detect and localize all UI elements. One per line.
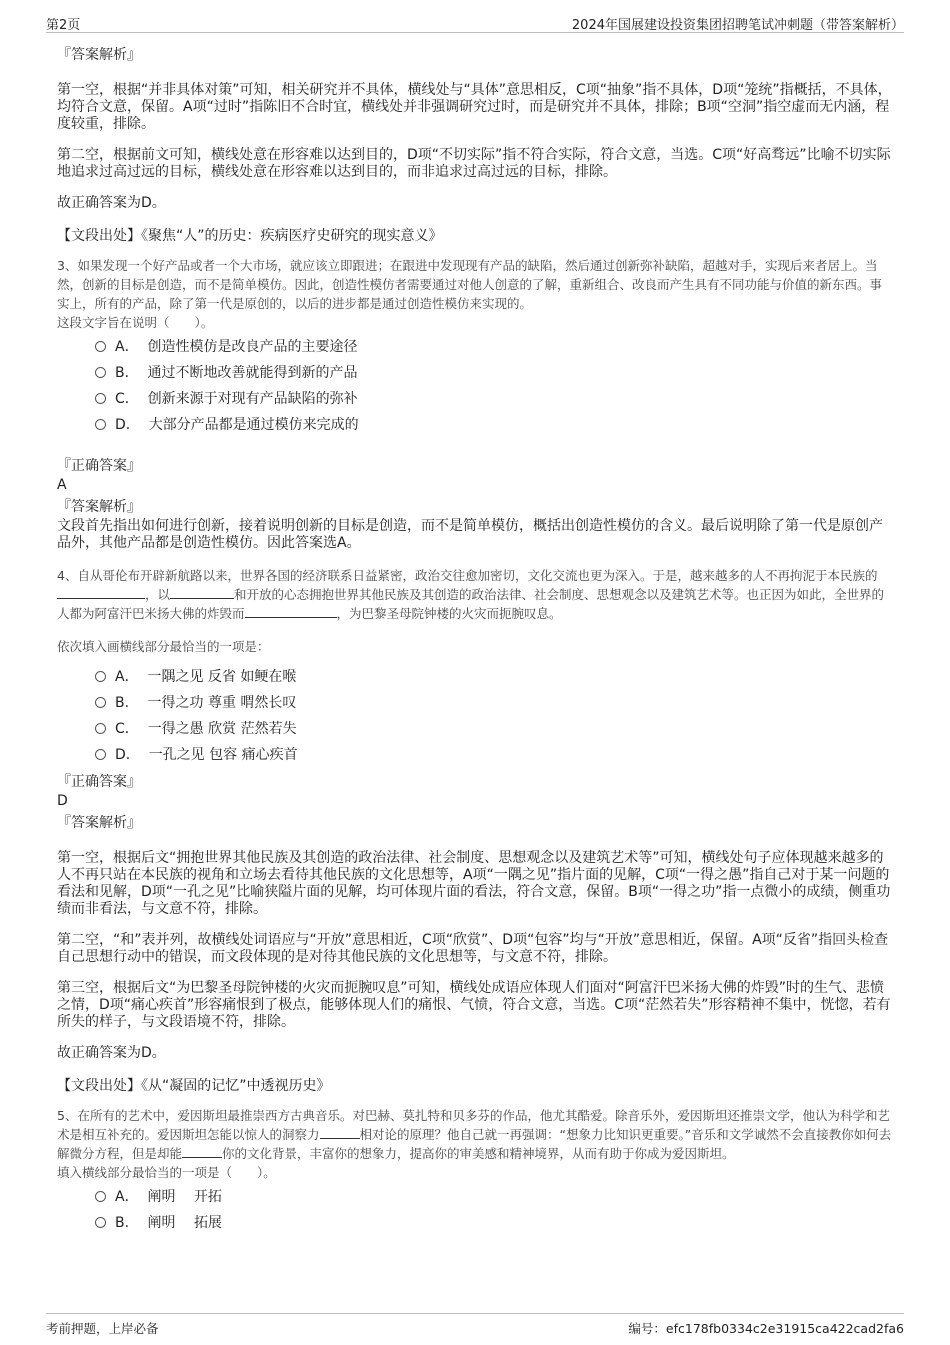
radio-icon[interactable] — [95, 723, 106, 734]
radio-icon[interactable] — [95, 697, 106, 708]
blank-1 — [320, 1125, 360, 1139]
q4-option-b[interactable]: B． 一得之功 尊重 喟然长叹 — [95, 690, 893, 716]
q4-prompt: 依次填入画横线部分最恰当的一项是： — [57, 639, 270, 654]
blank-3 — [245, 604, 337, 618]
q3-option-b[interactable]: B． 通过不断地改善就能得到新的产品 — [95, 360, 893, 386]
q3-analysis-label: 『答案解析』 — [57, 499, 141, 515]
q2-analysis-p3: 故正确答案为D。 — [57, 195, 166, 211]
radio-icon[interactable] — [95, 393, 106, 404]
radio-icon[interactable] — [95, 419, 106, 430]
blank-2 — [182, 1144, 222, 1158]
q2-analysis-p2: 第二空，根据前文可知，横线处意在形容难以达到目的，D项“不切实际”指不符合实际，符合文意，当选。C项“好高骛远”比喻不切实际地追求过高过远的目标，横线处意在形容难以达到目的，而非追求过高过远的目标，排除。 — [57, 147, 891, 180]
q4-correct-label: 『正确答案』 — [57, 774, 141, 790]
q5-prompt: 填入横线部分最恰当的一项是（ ）。 — [57, 1165, 276, 1180]
radio-icon[interactable] — [95, 671, 106, 682]
q5-option-b[interactable]: B． 阐明 拓展 — [95, 1210, 893, 1236]
q4-analysis-p4: 故正确答案为D。 — [57, 1045, 166, 1061]
q3-option-d[interactable]: D． 大部分产品都是通过模仿来完成的 — [95, 412, 893, 438]
q3-correct-label: 『正确答案』 — [57, 458, 141, 474]
q2-analysis-p1: 第一空，根据“并非具体对策”可知，相关研究并不具体，横线处与“具体”意思相反，C项“抽象”指不具体，D项“笼统”指概括，不具体，均符合文意，保留。A项“过时”指陈旧不合时宜，横线处并非强调研究过时，而是研究并不具体，排除；B项“空洞”指空虚而无内涵，程度较重，排除。 — [57, 82, 892, 132]
q4-option-c[interactable]: C． 一得之愚 欣赏 茫然若失 — [95, 716, 893, 742]
blank-1 — [57, 585, 145, 599]
q4-text: 4、自从哥伦布开辟新航路以来，世界各国的经济联系日益紧密，政治交往愈加密切，文化交流也更为深入。于是，越来越多的人不再拘泥于本民族的，以 和开放的心态拥抱世界其他民族及其创造的政治法律、社会制度、思想观念以及建筑艺术等。也正因为如此，全世界的人都为阿富汗巴米扬大佛的炸毁而 ，为巴黎圣母院钟楼的火灾而扼腕叹息。 — [57, 568, 885, 621]
q3-option-a[interactable]: A． 创造性模仿是改良产品的主要途径 — [95, 334, 893, 360]
q2-source: 【文段出处】《聚焦“人”的历史：疾病医疗史研究的现实意义》 — [57, 228, 443, 244]
radio-icon[interactable] — [95, 1191, 106, 1202]
radio-icon[interactable] — [95, 367, 106, 378]
q5-text: 5、在所有的艺术中，爱因斯坦最推崇西方古典音乐。对巴赫、莫扎特和贝多芬的作品，他尤其酷爱。除音乐外，爱因斯坦还推崇文学，他认为科学和艺术是相互补充的。爱因斯坦怎能以惊人的洞察力 相对论的原理？他自己就一再强调：“想象力比知识更重要。”音乐和文学诚然不会直接教你如何去解微分方程，但是却能 你的文化背景，丰富你的想象力，提高你的审美感和精神境界，从而有助于你成为爱因斯坦。 — [57, 1108, 892, 1161]
radio-icon[interactable] — [95, 749, 106, 760]
q3-prompt: 这段文字旨在说明（ ）。 — [57, 315, 214, 330]
radio-icon[interactable] — [95, 1217, 106, 1228]
page-number: 第2页 — [46, 18, 81, 33]
q5-options — [95, 1184, 893, 1236]
q4-options — [95, 664, 893, 768]
q4-analysis-p1: 第一空，根据后文“拥抱世界其他民族及其创造的政治法律、社会制度、思想观念以及建筑艺术等”可知，横线处句子应体现越来越多的人不再只站在本民族的视角和立场去看待其他民族的文化思想等，A项“一隅之见”指片面的见解，C项“一得之愚”指自己对于某一问题的看法和见解，D项“一孔之见”比喻狭隘片面的见解，均可体现片面的看法，符合文意，保留。B项“一得之功”指一点微小的成绩，侧重功绩而非看法，与文意不符，排除。 — [57, 850, 891, 917]
q3-correct-answer: A — [57, 477, 67, 493]
page-footer — [46, 1313, 904, 1336]
radio-icon[interactable] — [95, 341, 106, 352]
page-header — [46, 12, 904, 33]
document-body — [57, 44, 893, 1240]
q4-analysis-label: 『答案解析』 — [57, 815, 141, 831]
q4-source: 【文段出处】《从“凝固的记忆”中透视历史》 — [57, 1078, 331, 1094]
q3-option-c[interactable]: C． 创新来源于对现有产品缺陷的弥补 — [95, 386, 893, 412]
q4-correct-answer: D — [57, 793, 68, 809]
q5-option-a[interactable]: A． 阐明 开拓 — [95, 1184, 893, 1210]
q4-analysis-p3: 第三空，根据后文“为巴黎圣母院钟楼的火灾而扼腕叹息”可知，横线处成语应体现人们面对“阿富汗巴米扬大佛的炸毁”时的生气、悲愤之情，D项“痛心疾首”形容痛恨到了极点，能够体现人们的痛恨、气愤，符合文意，当选。C项“茫然若失”形容精神不集中，恍惚，若有所失的样子，与文段语境不符，排除。 — [57, 980, 891, 1030]
document-title: 2024年国展建设投资集团招聘笔试冲刺题（带答案解析） — [571, 18, 904, 33]
footer-slogan: 考前押题，上岸必备 — [46, 1321, 159, 1336]
q2-analysis-label: 『答案解析』 — [57, 47, 141, 63]
q4-option-a[interactable]: A． 一隅之见 反省 如鲠在喉 — [95, 664, 893, 690]
q3-analysis: 文段首先指出如何进行创新，接着说明创新的目标是创造，而不是简单模仿，概括出创造性模仿的含义。最后说明除了第一代是原创产品外，其他产品都是创造性模仿。因此答案选A。 — [57, 518, 883, 551]
blank-2 — [170, 585, 234, 599]
q3-text: 3、如果发现一个好产品或者一个大市场，就应该立即跟进；在跟进中发现现有产品的缺陷，然后通过创新弥补缺陷，超越对手，实现后来者居上。当然，创新的目标是创造，而不是简单模仿。因此，创造性模仿者需要通过对他人创意的了解，重新组合、改良而产生具有不同功能与价值的新东西。事实上，所有的产品，除了第一代是原创的，以后的进步都是通过创造性模仿来实现的。 — [57, 258, 883, 311]
document-id: 编号：efc178fb0334c2e31915ca422cad2fa6 — [628, 1321, 904, 1336]
q4-analysis-p2: 第二空，“和”表并列，故横线处词语应与“开放”意思相近，C项“欣赏”、D项“包容”均与“开放”意思相近，保留。A项“反省”指回头检查自己思想行动中的错误，而文段体现的是对待其他民族的文化思想等，与文意不符，排除。 — [57, 932, 889, 965]
q3-options — [95, 334, 893, 438]
q4-option-d[interactable]: D． 一孔之见 包容 痛心疾首 — [95, 742, 893, 768]
